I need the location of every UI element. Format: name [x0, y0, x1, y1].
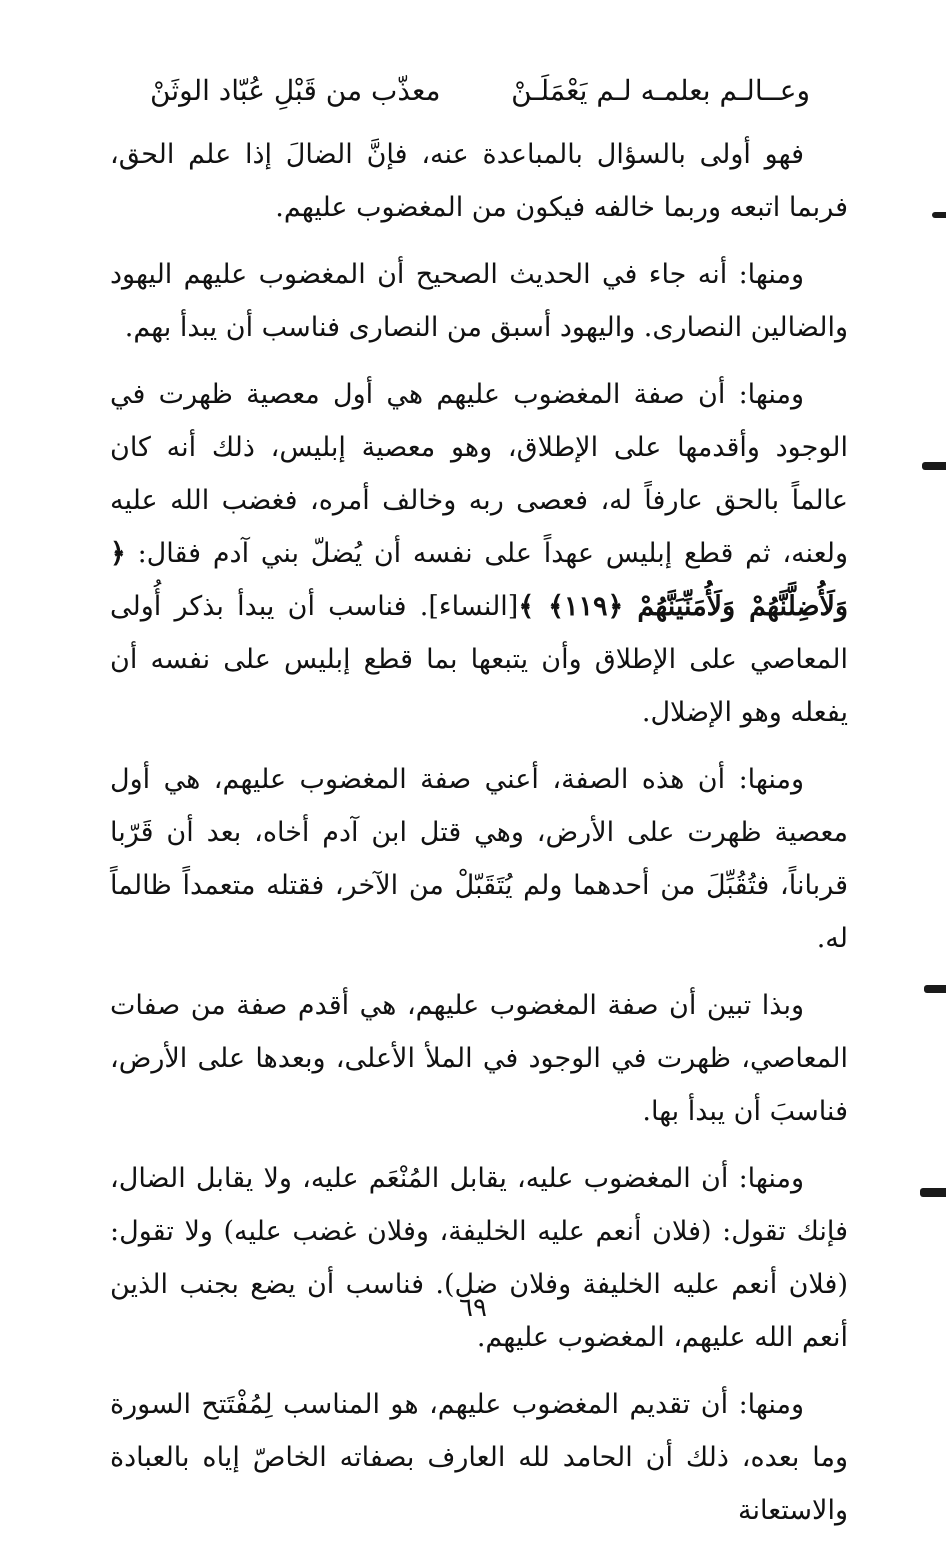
- paragraph-3-continuation: فناسب أن يبدأ بذكر أُولى المعاصي على الإطلاق وأن يتبعها بما قطع إبليس على نفسه أن يفعله وهو الإضلال.: [110, 591, 848, 728]
- margin-tab-mark: [924, 985, 946, 993]
- poetry-verse: [150, 66, 810, 116]
- verse-first-hemistich: وعــالـم بعلمـه لـم يَعْمَلَـنْ: [511, 74, 810, 107]
- paragraph-3-text: ومنها: أن صفة المغضوب عليهم هي أول معصية ظهرت في الوجود وأقدمها على الإطلاق، وهو معصية إبليس، ذلك أنه كان عالماً بالحق عارفاً له، فعصى ربه وخالف أمره، فغضب الله عليه ولعنه، ثم قطع إبليس عهداً على نفسه أن يُضلّ بني آدم فقال:: [110, 379, 848, 569]
- margin-tab-mark: [922, 462, 946, 470]
- paragraph-6: ومنها: أن المغضوب عليه، يقابل المُنْعَم عليه، ولا يقابل الضال، فإنك تقول: (فلان أنعم عليه الخليفة، وفلان غضب عليه) ولا تقول: (فلان أنعم عليه الخليفة وفلان ضل). فناسب أن يضع بجنب الذين أنعم الله عليهم، المغضوب عليهم.: [110, 1163, 848, 1353]
- quran-surah-citation: [النساء].: [419, 591, 519, 622]
- margin-tab-mark: [932, 212, 946, 218]
- paragraph-5: وبذا تبين أن صفة المغضوب عليهم، هي أقدم صفة من صفات المعاصي، ظهرت في الوجود في الملأ الأعلى، وبعدها على الأرض، فناسبَ أن يبدأ بها.: [110, 990, 848, 1127]
- page-body: [110, 128, 848, 1551]
- verse-second-hemistich: معذّب من قَبْلِ عُبّاد الوثَنْ: [150, 74, 441, 107]
- paragraph-2: ومنها: أنه جاء في الحديث الصحيح أن المغضوب عليهم اليهود والضالين النصارى. واليهود أسبق من النصارى فناسب أن يبدأ بهم.: [110, 259, 848, 343]
- page-number: ٦٩: [459, 1293, 487, 1323]
- paragraph-3: [110, 368, 848, 739]
- quran-verse-quote: ﴿ وَلَأُضِلَّنَّهُمْ وَلَأُمَنِّيَنَّهُمْ ﴿١١٩﴾ ﴾: [110, 538, 848, 622]
- paragraph-1: فهو أولى بالسؤال بالمباعدة عنه، فإنَّ الضالَ إذا علم الحق، فربما اتبعه وربما خالفه فيكون من المغضوب عليهم.: [110, 139, 848, 223]
- paragraph-7: ومنها: أن تقديم المغضوب عليهم، هو المناسب لِمُفْتَتح السورة وما بعده، ذلك أن الحامد لله العارف بصفاته الخاصّ إياه بالعبادة والاستعانة: [110, 1389, 848, 1526]
- margin-tab-mark: [920, 1188, 946, 1197]
- paragraph-4: ومنها: أن هذه الصفة، أعني صفة المغضوب عليهم، هي أول معصية ظهرت على الأرض، وهي قتل ابن آدم أخاه، بعد أن قَرّبا قرباناً، فتُقُبِّلَ من أحدهما ولم يُتَقَبّلْ من الآخر، فقتله متعمداً ظالماً له.: [110, 764, 848, 954]
